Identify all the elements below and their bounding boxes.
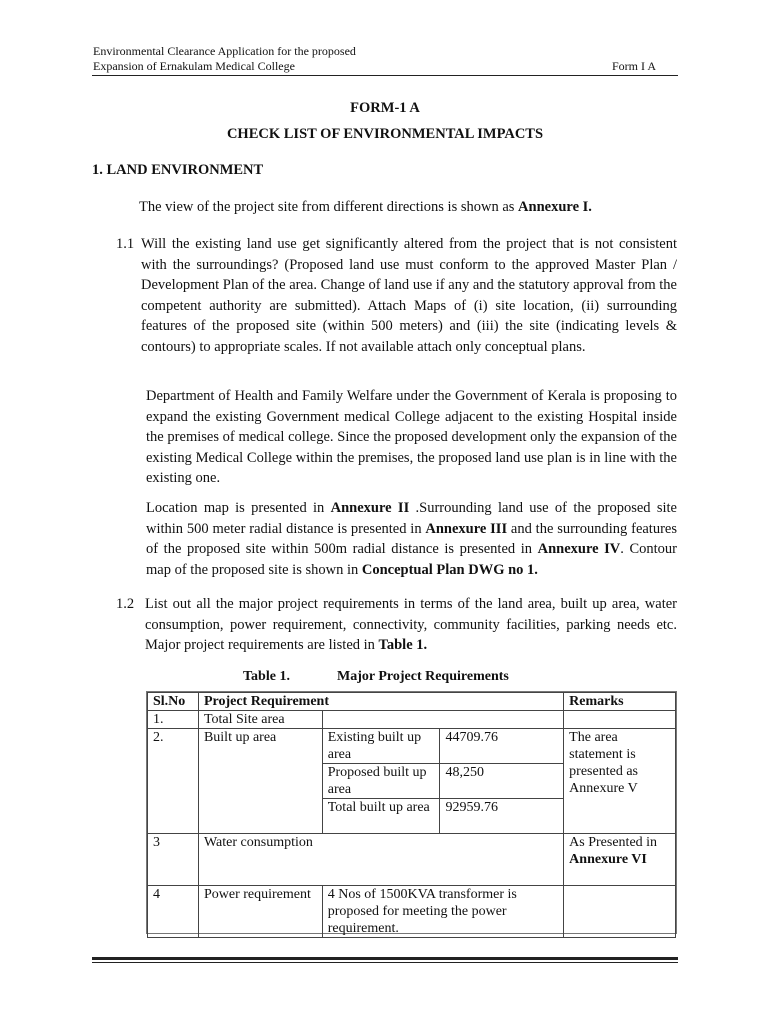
cell-sub-label: Proposed built up area bbox=[322, 764, 440, 799]
table-header-row bbox=[148, 693, 676, 711]
table-caption-title: Major Project Requirements bbox=[337, 669, 509, 684]
cell-detail: 4 Nos of 1500KVA transformer is proposed for meeting the power requirement. bbox=[322, 886, 563, 938]
table-row bbox=[148, 729, 676, 764]
cell-detail bbox=[322, 711, 563, 729]
requirements-table bbox=[147, 692, 676, 938]
cell-requirement: Total Site area bbox=[198, 711, 322, 729]
cell-sub-label: Total built up area bbox=[322, 799, 440, 834]
question-number-1-1: 1.1 bbox=[116, 236, 135, 252]
cell-remarks bbox=[564, 711, 676, 729]
cell-remarks bbox=[564, 886, 676, 938]
header-requirement: Project Requirement bbox=[198, 693, 563, 711]
footer-rule-thin bbox=[92, 962, 678, 963]
table-row bbox=[148, 711, 676, 729]
answer-1-1-paragraph-2: Location map is presented in Annexure II .Surrounding land use of the proposed site within 500 meter radial distance is presented in Annexure III and the surrounding features of the proposed site within 500m radial distance is presented in Annexure IV. Contour map of the proposed site is shown in Conceptual Plan DWG no 1. bbox=[146, 500, 677, 578]
answer-1-1-paragraph-1: Department of Health and Family Welfare under the Government of Kerala is proposing to expand the existing Government medical College adjacent to the existing Hospital inside the premises of medical college. Since the proposed development only the expansion of the existing Medical College within the premises, the proposed land use plan is in line with the existing one. bbox=[146, 388, 677, 486]
table-caption-label: Table 1. bbox=[243, 669, 290, 684]
cell-sub-label: Existing built up area bbox=[322, 729, 440, 764]
cell-requirement: Water consumption bbox=[198, 834, 563, 886]
table-row bbox=[148, 834, 676, 886]
form-title: FORM-1 A bbox=[350, 100, 420, 116]
table-row bbox=[148, 886, 676, 938]
cell-requirement: Built up area bbox=[198, 729, 322, 834]
header-line-2: Expansion of Ernakulam Medical College bbox=[93, 59, 295, 73]
cell-slno: 1. bbox=[148, 711, 199, 729]
section-intro: The view of the project site from different directions is shown as Annexure I. bbox=[139, 199, 592, 215]
section-heading: 1. LAND ENVIRONMENT bbox=[92, 162, 264, 178]
header-slno: Sl.No bbox=[148, 693, 199, 711]
cell-remarks: As Presented in Annexure VI bbox=[564, 834, 676, 886]
header-form-ref: Form I A bbox=[612, 59, 657, 73]
question-number-1-2: 1.2 bbox=[116, 596, 135, 612]
cell-sub-value: 44709.76 bbox=[440, 729, 564, 764]
cell-requirement: Power requirement bbox=[198, 886, 322, 938]
cell-slno: 4 bbox=[148, 886, 199, 938]
cell-slno: 3 bbox=[148, 834, 199, 886]
question-1-1: Will the existing land use get significantly altered from the project that is not consistent with the surroundings? (Proposed land use must conform to the approved Master Plan / Development Plan of the area. Change of land use if any and the statutory approval from the competent authority are submitted). Attach Maps of (i) site location, (ii) surrounding features of the proposed site (within 500 meters) and (iii) the site (indicating levels & contours) to appropriate scales. If not available attach only conceptual plans. bbox=[141, 236, 677, 355]
cell-sub-value: 48,250 bbox=[440, 764, 564, 799]
footer-rule-thick bbox=[92, 957, 678, 960]
question-1-2: List out all the major project requirements in terms of the land area, built up area, water consumption, power requirement, connectivity, community facilities, parking needs etc. Major project requirements are listed in Table 1. bbox=[145, 596, 677, 653]
form-subtitle: CHECK LIST OF ENVIRONMENTAL IMPACTS bbox=[226, 126, 544, 142]
cell-sub-value: 92959.76 bbox=[440, 799, 564, 834]
cell-slno: 2. bbox=[148, 729, 199, 834]
header-line-1: Environmental Clearance Application for the proposed bbox=[93, 44, 356, 58]
header-remarks: Remarks bbox=[564, 693, 676, 711]
header-rule bbox=[92, 75, 678, 76]
cell-remarks: The area statement is presented as Annexure V bbox=[564, 729, 676, 834]
